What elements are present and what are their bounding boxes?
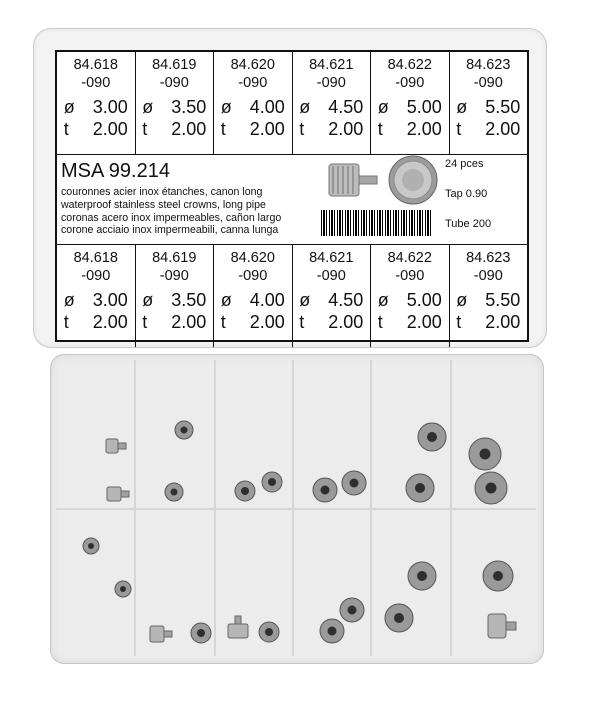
crown — [82, 537, 100, 555]
diameter-value: 5.50 — [485, 290, 521, 310]
crown — [405, 473, 435, 503]
diameter-value: 3.50 — [171, 290, 207, 310]
crown — [482, 560, 514, 592]
diameter-value: 4.00 — [249, 97, 285, 117]
crown — [234, 480, 256, 502]
t-value: 2.00 — [328, 119, 364, 139]
crown — [114, 580, 132, 598]
t-value: 2.00 — [171, 119, 207, 139]
label-bottom-row — [57, 244, 527, 347]
product-description — [61, 186, 281, 237]
diameter-symbol: ø — [63, 290, 75, 310]
tap-size: Tap 0.90 — [445, 188, 488, 200]
t-label: t — [220, 312, 226, 332]
ref-number: 84.618 — [73, 250, 118, 266]
product-ref: MSA 99.214 — [61, 160, 170, 182]
crown-side-view-icon — [327, 158, 381, 202]
product-label — [55, 50, 529, 342]
compartment-divider — [56, 508, 536, 510]
ref-suffix: -090 — [473, 75, 503, 91]
crown — [384, 603, 414, 633]
crown-side — [148, 624, 174, 644]
diameter-value: 5.00 — [406, 97, 442, 117]
ref-number: 84.623 — [466, 57, 511, 73]
crown — [339, 597, 365, 623]
t-value: 2.00 — [328, 312, 364, 332]
size-cell — [136, 245, 215, 347]
t-value: 2.00 — [249, 119, 285, 139]
size-cell — [371, 245, 450, 347]
ref-suffix: -090 — [395, 268, 425, 284]
ref-number: 84.619 — [152, 250, 197, 266]
size-cell — [214, 52, 293, 154]
t-value: 2.00 — [171, 312, 207, 332]
t-value: 2.00 — [92, 312, 128, 332]
size-cell — [293, 52, 372, 154]
ref-suffix: -090 — [159, 75, 189, 91]
crown-side — [486, 612, 518, 640]
crown — [164, 482, 184, 502]
ref-number: 84.619 — [152, 57, 197, 73]
t-value: 2.00 — [406, 312, 442, 332]
description-fr: couronnes acier inox étanches, canon long — [61, 186, 263, 198]
ref-number: 84.621 — [309, 250, 354, 266]
diameter-symbol: ø — [456, 97, 468, 117]
t-label: t — [456, 312, 462, 332]
ref-suffix: -090 — [316, 268, 346, 284]
diameter-symbol: ø — [377, 290, 389, 310]
size-cell — [371, 52, 450, 154]
diameter-symbol: ø — [142, 290, 154, 310]
ref-suffix: -090 — [238, 75, 268, 91]
size-cell — [57, 52, 136, 154]
t-value: 2.00 — [92, 119, 128, 139]
t-value: 2.00 — [485, 312, 521, 332]
label-middle — [57, 154, 527, 244]
t-label: t — [299, 119, 305, 139]
ref-number: 84.620 — [230, 250, 275, 266]
diameter-symbol: ø — [299, 97, 311, 117]
t-value: 2.00 — [485, 119, 521, 139]
diameter-symbol: ø — [299, 290, 311, 310]
diameter-symbol: ø — [456, 290, 468, 310]
size-cell — [214, 245, 293, 347]
tray-compartments — [56, 360, 536, 656]
crown-top-view-icon — [387, 154, 439, 206]
size-cell — [450, 245, 528, 347]
ref-number: 84.622 — [387, 57, 432, 73]
t-label: t — [63, 312, 69, 332]
crown-side — [104, 436, 128, 456]
diameter-value: 3.00 — [92, 97, 128, 117]
label-top-row — [57, 52, 527, 155]
ref-suffix: -090 — [238, 268, 268, 284]
crown-side — [105, 485, 131, 503]
diameter-value: 3.50 — [171, 97, 207, 117]
diameter-value: 4.50 — [328, 290, 364, 310]
t-label: t — [63, 119, 69, 139]
description-en: waterproof stainless steel crowns, long pipe — [61, 198, 266, 211]
crown-side — [226, 614, 250, 640]
t-label: t — [220, 119, 226, 139]
t-label: t — [142, 119, 148, 139]
ref-number: 84.618 — [73, 57, 118, 73]
size-cell — [136, 52, 215, 154]
diameter-value: 3.00 — [92, 290, 128, 310]
diameter-symbol: ø — [220, 290, 232, 310]
crown — [417, 422, 447, 452]
diameter-symbol: ø — [220, 97, 232, 117]
t-label: t — [377, 119, 383, 139]
crown — [312, 477, 338, 503]
crown — [190, 622, 212, 644]
barcode — [321, 210, 433, 236]
t-label: t — [456, 119, 462, 139]
diameter-value: 5.50 — [485, 97, 521, 117]
ref-suffix: -090 — [81, 75, 111, 91]
t-label: t — [377, 312, 383, 332]
ref-suffix: -090 — [316, 75, 346, 91]
crown — [341, 470, 367, 496]
ref-suffix: -090 — [395, 75, 425, 91]
crown — [174, 420, 194, 440]
ref-number: 84.622 — [387, 250, 432, 266]
diameter-value: 4.50 — [328, 97, 364, 117]
size-cell — [450, 52, 528, 154]
t-value: 2.00 — [249, 312, 285, 332]
crown — [468, 437, 502, 471]
t-label: t — [299, 312, 305, 332]
tube-size: Tube 200 — [445, 218, 492, 230]
ref-number: 84.621 — [309, 57, 354, 73]
diameter-value: 4.00 — [249, 290, 285, 310]
diameter-symbol: ø — [142, 97, 154, 117]
description-es: coronas acero inox impermeables, cañon largo — [61, 211, 282, 224]
diameter-value: 5.00 — [406, 290, 442, 310]
ref-suffix: -090 — [473, 268, 503, 284]
crown — [474, 471, 508, 505]
ref-suffix: -090 — [159, 268, 189, 284]
crown — [261, 471, 283, 493]
ref-suffix: -090 — [81, 268, 111, 284]
t-value: 2.00 — [406, 119, 442, 139]
ref-number: 84.620 — [230, 57, 275, 73]
description-it: corone acciaio inox impermeabili, canna lunga — [61, 224, 279, 237]
pieces-count: 24 pces — [445, 158, 484, 170]
size-cell — [57, 245, 136, 347]
size-cell — [293, 245, 372, 347]
diameter-symbol: ø — [377, 97, 389, 117]
crown — [407, 561, 437, 591]
ref-number: 84.623 — [466, 250, 511, 266]
diameter-symbol: ø — [63, 97, 75, 117]
t-label: t — [142, 312, 148, 332]
crown — [258, 621, 280, 643]
